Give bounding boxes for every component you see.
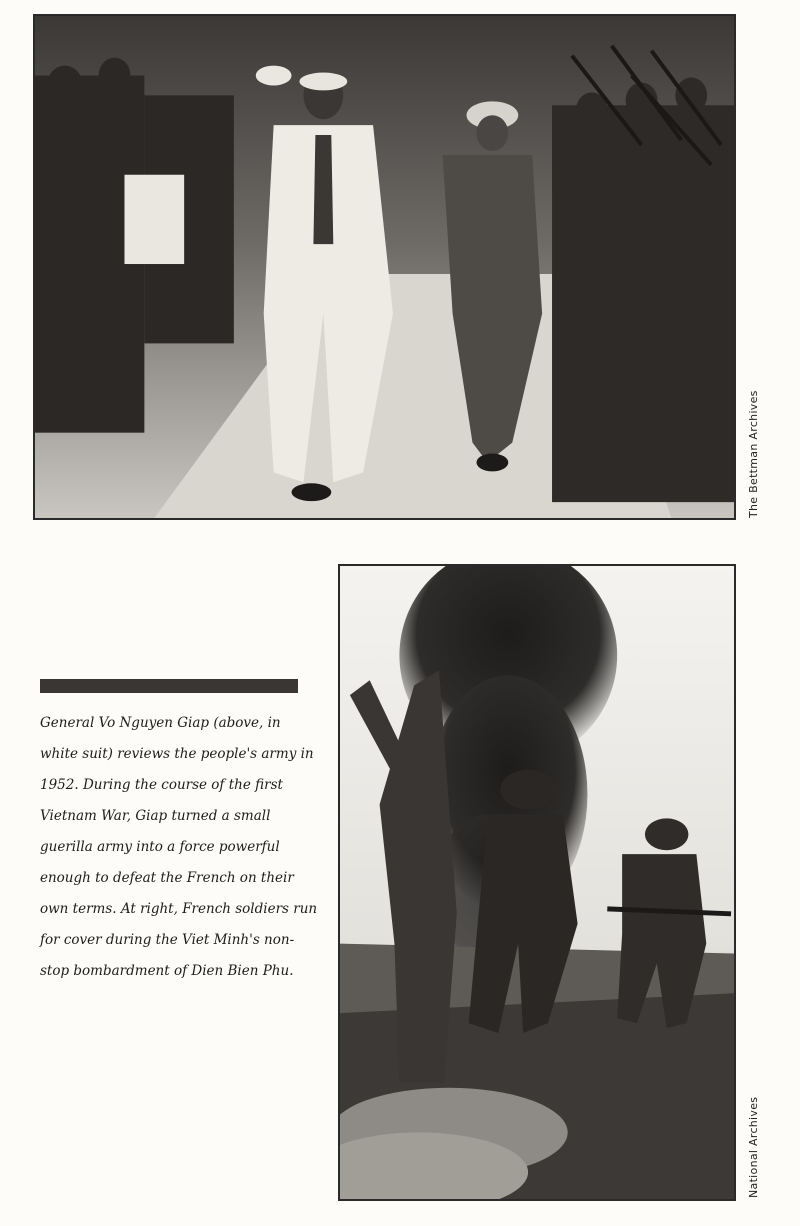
top-photo xyxy=(33,14,736,520)
caption xyxy=(40,708,318,987)
caption-line: enough to defeat the French on their xyxy=(40,870,294,886)
bottom-photo xyxy=(338,564,736,1201)
caption-line: guerilla army into a force powerful xyxy=(40,839,280,855)
top-photo-credit: The Bettman Archives xyxy=(747,390,760,518)
caption-line: Vietnam War, Giap turned a small xyxy=(40,808,271,824)
caption-line: General Vo Nguyen Giap (above, in xyxy=(40,715,281,731)
caption-rule xyxy=(40,679,298,693)
caption-line: for cover during the Viet Minh's non- xyxy=(40,932,295,948)
caption-line: 1952. During the course of the first xyxy=(40,777,283,793)
bottom-photo-credit: National Archives xyxy=(747,1096,760,1198)
caption-line: white suit) reviews the people's army in xyxy=(40,746,314,762)
caption-line: stop bombardment of Dien Bien Phu. xyxy=(40,963,294,979)
caption-line: own terms. At right, French soldiers run xyxy=(40,901,318,917)
top-photo-illustration xyxy=(35,16,734,518)
bottom-photo-illustration xyxy=(340,566,734,1199)
